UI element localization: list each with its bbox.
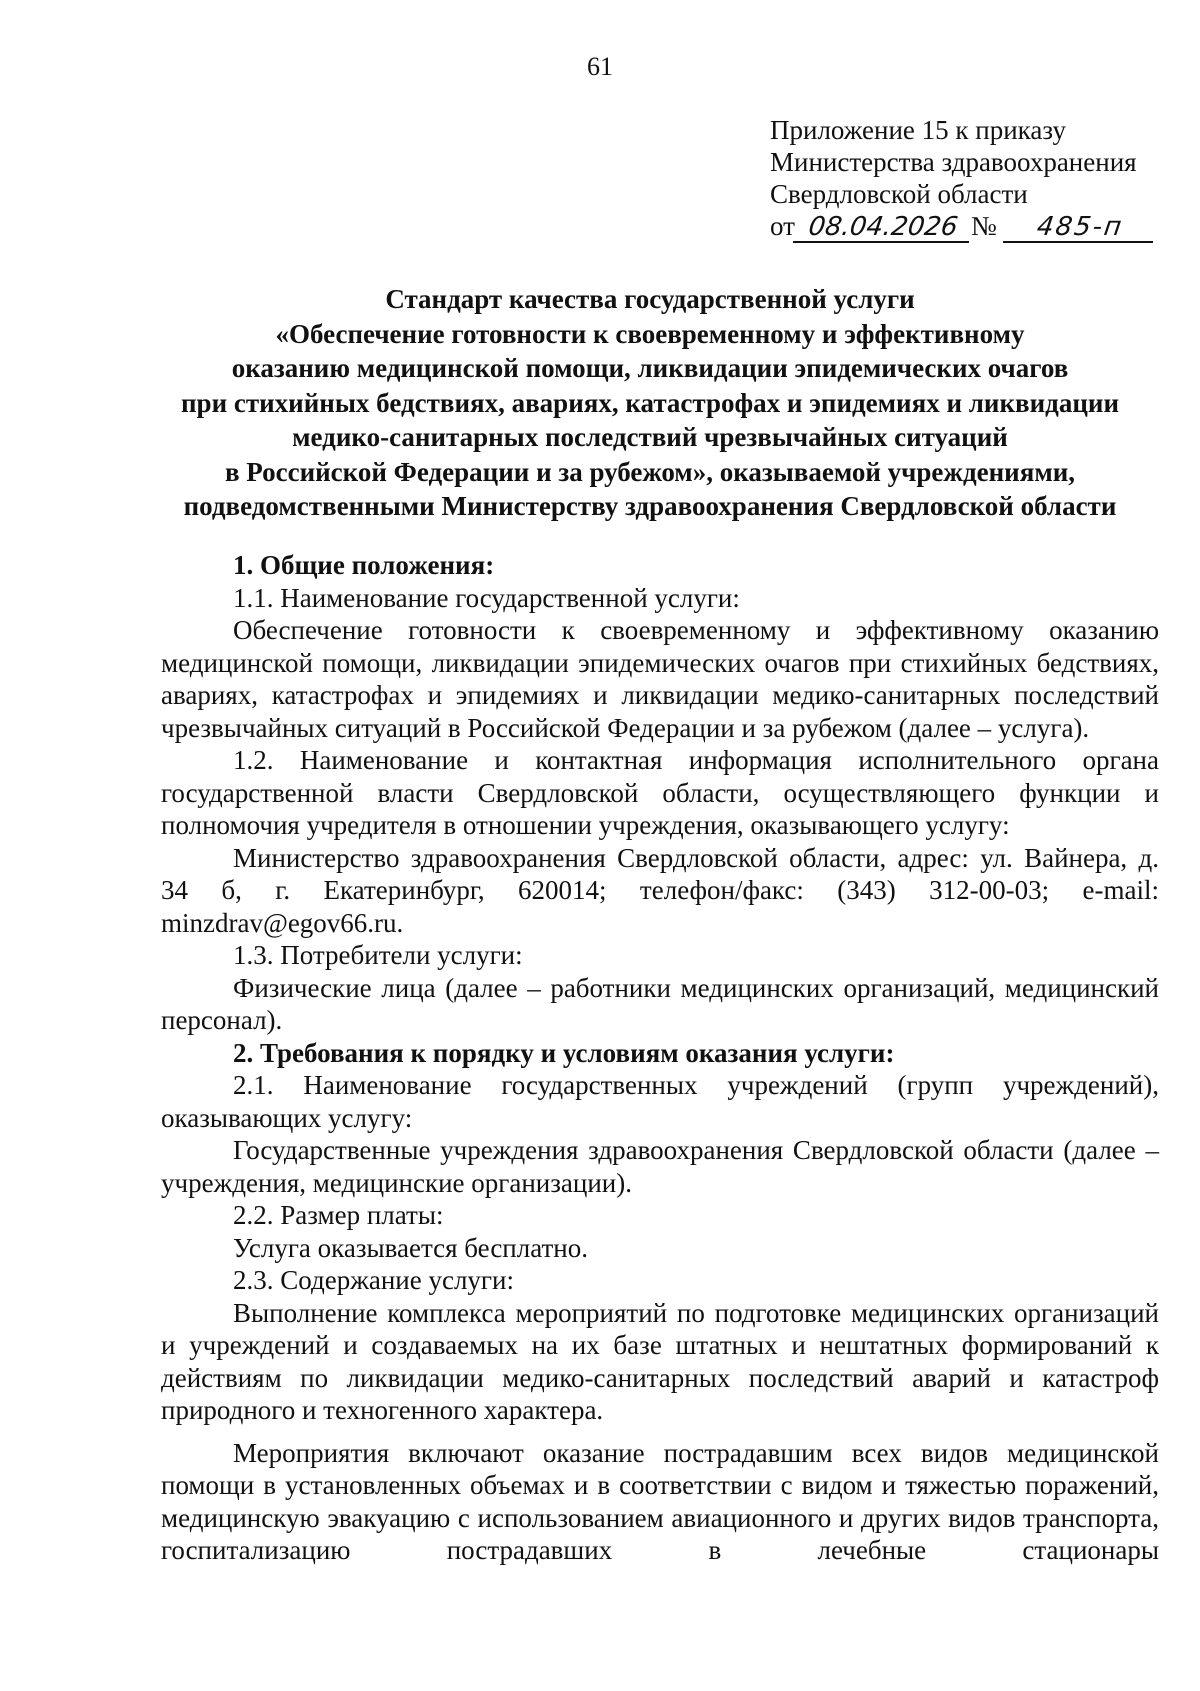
paragraph-consumers: Физические лица (далее – работники медицинских организаций, медицинский персонал). [161,972,1159,1035]
title-line: в Российской Федерации и за рубежом», оказываемой учреждениями, [224,456,1076,487]
paragraph-fee: Услуга оказывается бесплатно. [233,1232,589,1263]
appendix-line-3: Свердловской области [770,179,1028,209]
paragraph-service-name: Обеспечение готовности к своевременному и эффективному оказанию медицинской помощи, ликвидации эпидемических очагов при стихийных бедствиях, авариях, катастрофах и эпидемиях и ликвидации медико-санитарных последствий чрезвычайных ситуаций в Российской Федерации и за рубежом (далее – услуга). [161,615,1159,743]
paragraph-measures: Мероприятия включают оказание пострадавшим всех видов медицинской помощи в установленных объемах и в соответствии с видом и тяжестью поражений, медицинскую эвакуацию с использованием авиационного и других видов транспорта, госпитализацию пострадавших в лечебные стационары [161,1437,1159,1565]
title-line: Стандарт качества государственной услуги [385,284,915,314]
appendix-block [770,114,1155,243]
paragraph-institutions: Государственные учреждения здравоохранения Свердловской области (далее – учреждения, медицинские организации). [161,1135,1159,1198]
subsection-1-3: 1.3. Потребители услуги: [233,940,523,970]
subsection-2-1: 2.1. Наименование государственных учреждений (групп учреждений), оказывающих услугу: [161,1070,1159,1133]
appendix-line-1: Приложение 15 к приказу [770,115,1066,145]
title-line: при стихийных бедствиях, авариях, катастрофах и эпидемиях и ликвидации [181,387,1119,418]
handwritten-order-number: 485-п [1003,213,1157,243]
page-number: 61 [587,52,613,81]
paragraph-ministry-contacts: Министерство здравоохранения Свердловской области, адрес: ул. Вайнера, д. 34 б, г. Екатеринбург, 620014; телефон/факс: (343) 312-00-03; e-mail: minzdrav@egov66.ru. [161,842,1159,938]
title-line: подведомственными Министерству здравоохранения Свердловской области [183,491,1117,521]
appendix-line-2: Министерства здравоохранения [770,147,1137,177]
paragraph-service-content: Выполнение комплекса мероприятий по подготовке медицинских организаций и учреждений и создаваемых на их базе штатных и нештатных формирований к действиям по ликвидации медико-санитарных последствий аварий и катастроф природного и техногенного характера. [161,1297,1159,1425]
appendix-date-line [770,210,1155,243]
document-body [161,549,1159,1567]
subsection-1-1: 1.1. Наименование государственной услуги: [233,582,740,613]
handwritten-date: 08.04.2026 [793,213,973,243]
number-sign: № [970,211,997,241]
date-prefix: от [770,211,795,241]
subsection-2-3: 2.3. Содержание услуги: [233,1265,514,1295]
subsection-1-2: 1.2. Наименование и контактная информация исполнительного органа государственной власти Свердловской области, осуществляющего функции и полномочия учредителя в отношении учреждения, оказывающего услугу: [161,745,1159,840]
section-heading-1: 1. Общие положения: [233,550,495,580]
document-title [150,282,1150,524]
title-line: «Обеспечение готовности к своевременному и эффективному [275,318,1025,349]
section-heading-2: 2. Требования к порядку и условиям оказания услуги: [233,1037,895,1068]
title-line: медико-санитарных последствий чрезвычайных ситуаций [292,422,1008,452]
subsection-2-2: 2.2. Размер платы: [233,1200,444,1230]
title-line: оказанию медицинской помощи, ликвидации эпидемических очагов [231,353,1069,383]
